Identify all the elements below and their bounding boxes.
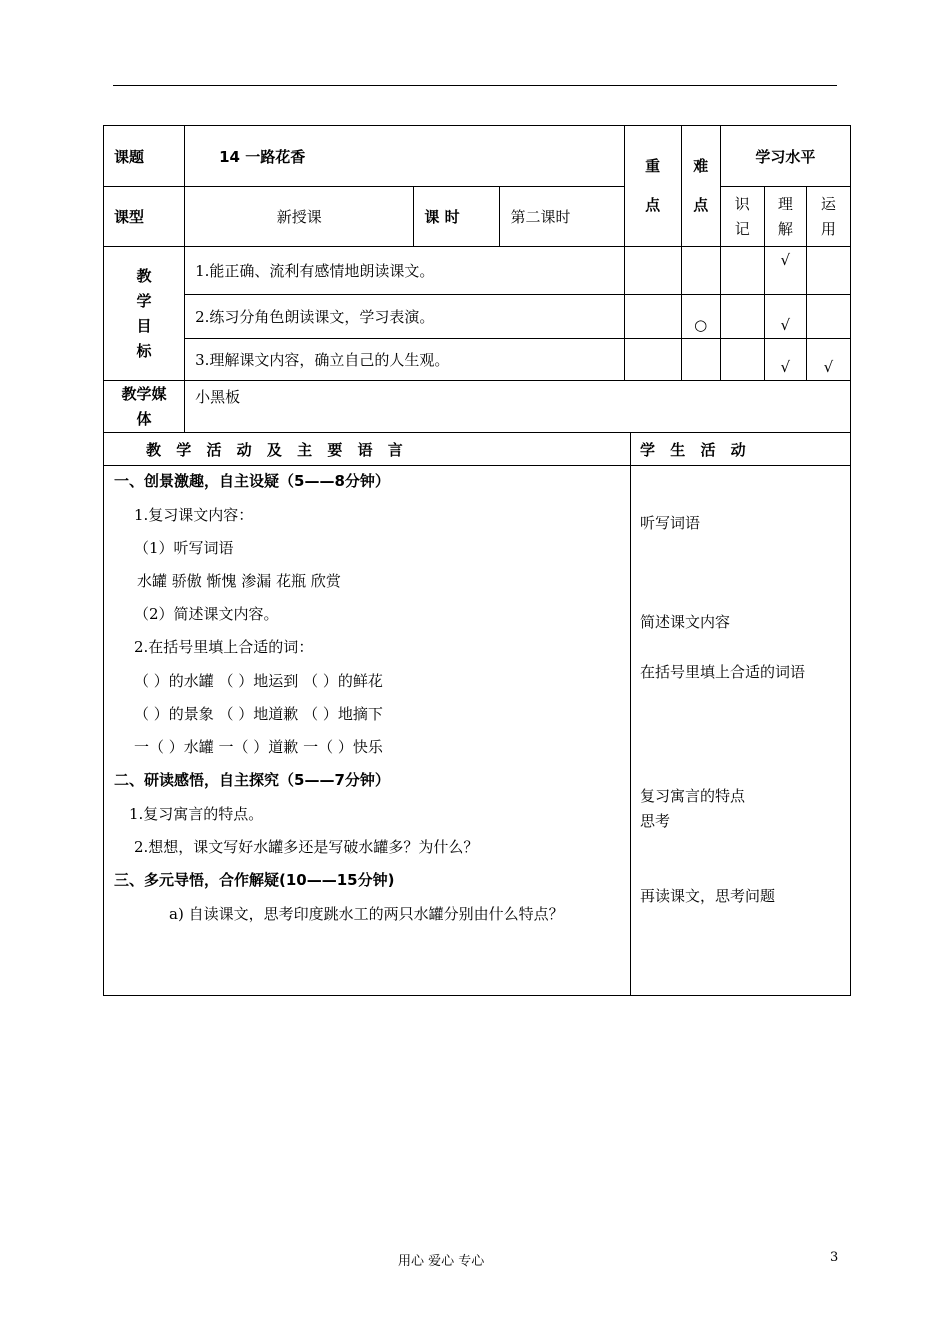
- student-activity: 思考: [640, 812, 671, 830]
- activity-line: 2.想想，课文写好水罐多还是写破水罐多？为什么？: [134, 838, 479, 856]
- activity-line: 一（ ）水罐 一（ ）道歉 一（ ）快乐: [134, 738, 383, 756]
- objective-focus: [624, 339, 681, 381]
- student-activity: 听写词语: [640, 514, 701, 532]
- lesson-plan-table: [103, 125, 851, 433]
- media-value: 小黑板: [185, 381, 851, 433]
- activity-line: （ ）的景象 （ ）地道歉 （ ）地摘下: [134, 705, 383, 723]
- section-heading: 三、多元导悟，合作解疑(10——15分钟): [114, 871, 395, 889]
- objective-apply: [806, 247, 850, 295]
- objective-text: 1.能正确、流利有感情地朗读课文。: [185, 247, 625, 295]
- activity-line: 1.复习课文内容：: [134, 506, 254, 524]
- activities-section: [103, 432, 851, 996]
- section-heading: 二、研读感悟，自主探究（5——7分钟）: [114, 771, 390, 789]
- level-header: 学习水平: [720, 126, 850, 187]
- level-memorize-header: 识 记: [720, 187, 764, 247]
- student-activity: 在括号里填上合适的词语: [640, 663, 806, 681]
- period-label: 课 时: [414, 187, 500, 247]
- level-understand-header: 理 解: [764, 187, 806, 247]
- student-activity: 复习寓言的特点: [640, 787, 746, 805]
- period-value: 第二课时: [500, 187, 624, 247]
- activity-line: a) 自读课文，思考印度跳水工的两只水罐分别由什么特点？: [169, 905, 564, 923]
- objective-text: 3.理解课文内容，确立自己的人生观。: [185, 339, 625, 381]
- objective-apply: √: [806, 339, 850, 381]
- header-divider: [104, 465, 850, 466]
- activity-line: 2.在括号里填上合适的词：: [134, 638, 314, 656]
- topic-label: 课题: [104, 126, 185, 187]
- type-label: 课型: [104, 187, 185, 247]
- column-divider: [630, 433, 631, 995]
- level-apply-header: 运 用: [806, 187, 850, 247]
- objective-memorize: [720, 247, 764, 295]
- objective-understand: √: [764, 247, 806, 295]
- objective-understand: √: [764, 339, 806, 381]
- objective-text: 2.练习分角色朗读课文，学习表演。: [185, 295, 625, 339]
- student-activities-header: 学 生 活 动: [640, 441, 751, 459]
- section-heading: 一、创景激趣，自主设疑（5——8分钟）: [114, 472, 390, 490]
- header-rule: [113, 85, 837, 86]
- objective-memorize: [720, 339, 764, 381]
- focus-header: 重 点: [624, 126, 681, 247]
- objective-difficulty: [681, 339, 720, 381]
- objective-apply: [806, 295, 850, 339]
- student-activity: 简述课文内容: [640, 613, 731, 631]
- media-label: 教学媒 体: [104, 381, 185, 433]
- activity-line: （ ）的水罐 （ ）地运到 （ ）的鲜花: [134, 672, 383, 690]
- activity-line: （2）简述课文内容。: [134, 605, 279, 623]
- footer-motto: 用心 爱心 专心: [398, 1254, 485, 1269]
- activity-line: 1.复习寓言的特点。: [129, 805, 264, 823]
- objective-understand: √: [764, 295, 806, 339]
- difficulty-header: 难 点: [681, 126, 720, 247]
- objective-focus: [624, 295, 681, 339]
- objective-difficulty: ○: [681, 295, 720, 339]
- student-activity: 再读课文，思考问题: [640, 887, 776, 905]
- type-value: 新授课: [185, 187, 414, 247]
- objective-focus: [624, 247, 681, 295]
- teaching-activities-header: 教 学 活 动 及 主 要 语 言: [146, 441, 408, 459]
- activity-line: （1）听写词语: [134, 539, 234, 557]
- objective-difficulty: [681, 247, 720, 295]
- objectives-label: 教 学 目 标: [104, 247, 185, 381]
- topic-value: 14 一路花香: [185, 126, 625, 187]
- objective-memorize: [720, 295, 764, 339]
- activity-line: 水罐 骄傲 惭愧 渗漏 花瓶 欣赏: [137, 572, 341, 590]
- page-number: 3: [830, 1250, 839, 1265]
